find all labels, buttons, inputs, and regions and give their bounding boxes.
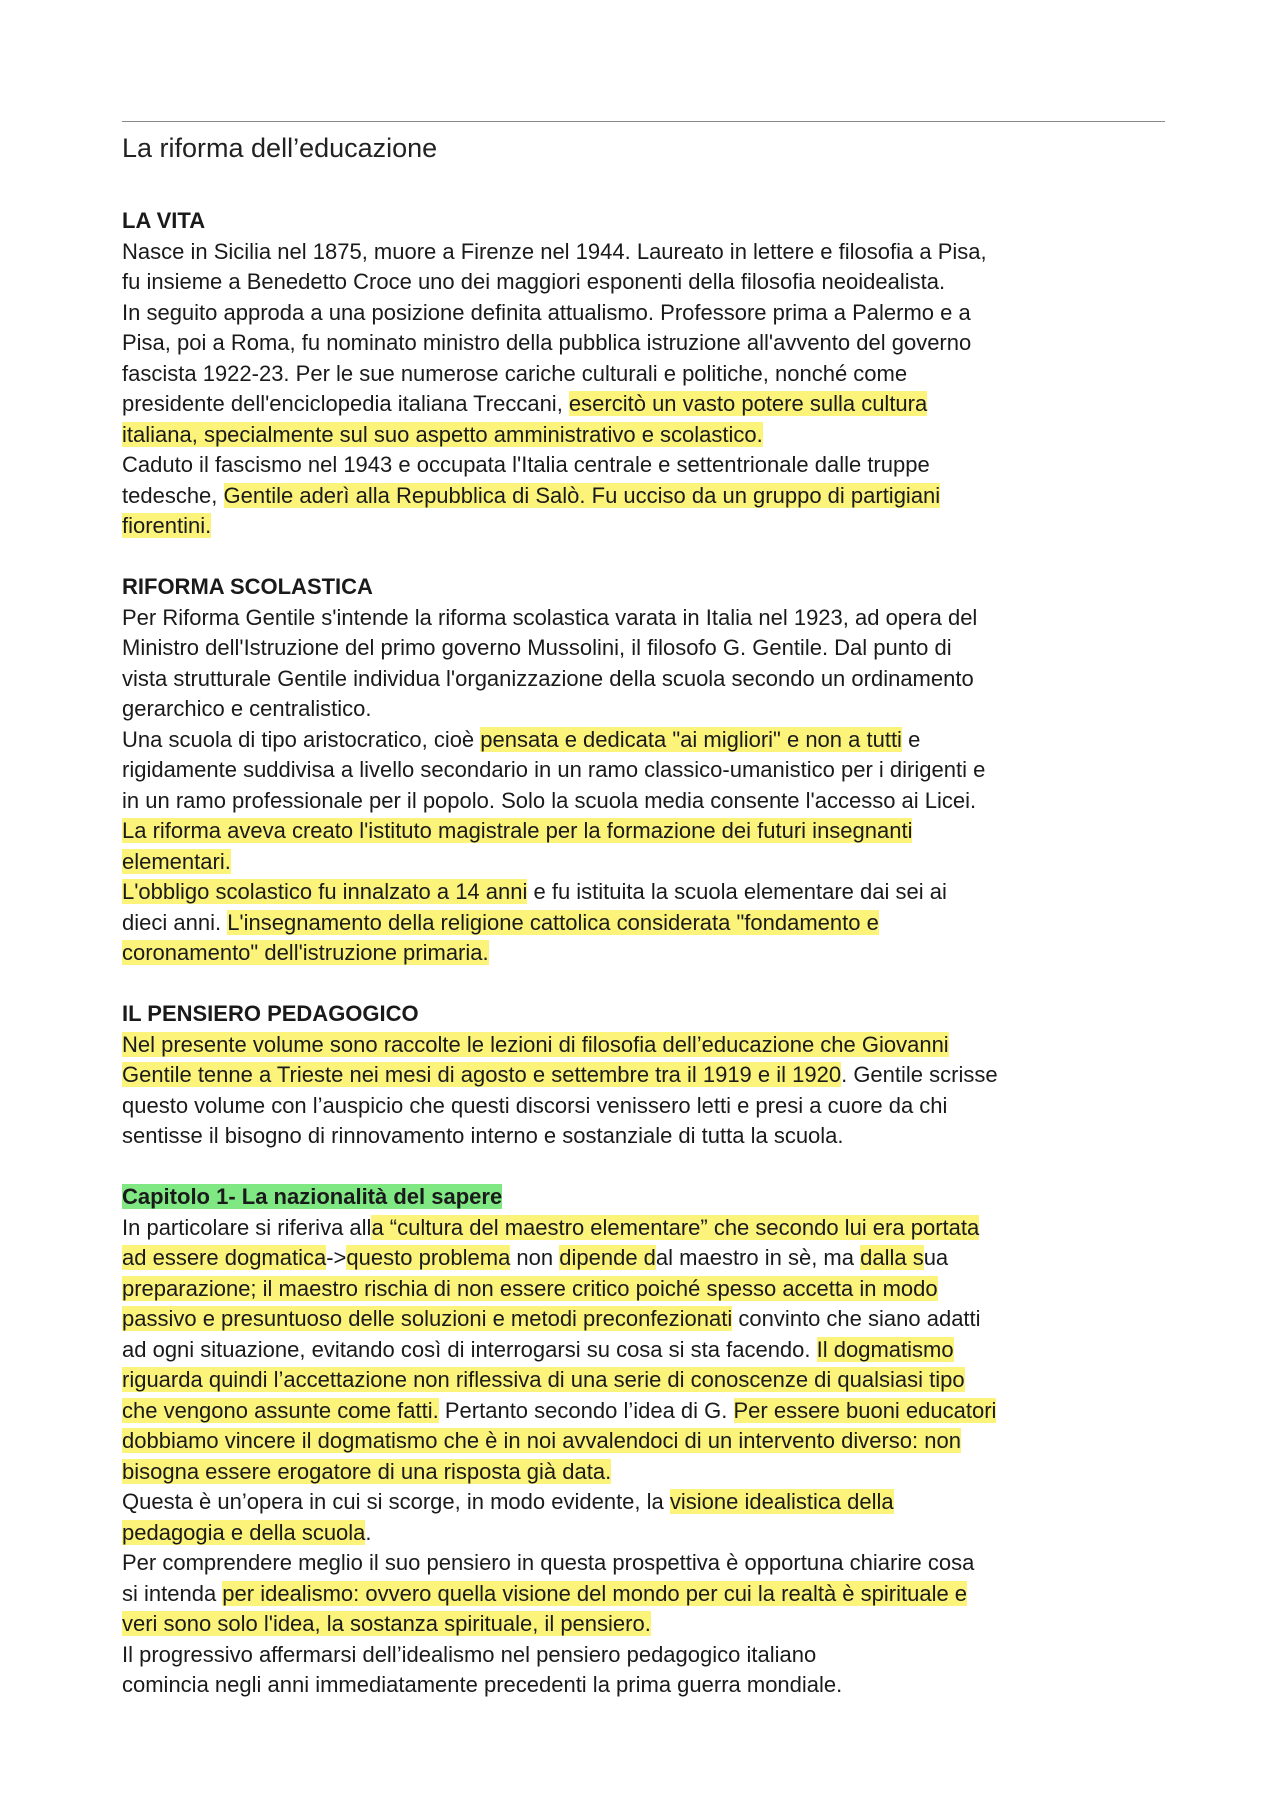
text-line [122,1243,1182,1274]
text-segment: al maestro in sè, ma [655,1245,861,1270]
text-line [122,1548,1182,1579]
text-line [122,847,1182,878]
text-segment: in un ramo professionale per il popolo. Solo la scuola media consente l'accesso ai Licei. [122,787,977,813]
text-segment: Una scuola di tipo aristocratico, cioè [122,726,481,752]
document-title: La riforma dell’educazione [122,133,438,163]
text-segment: fascista 1922-23. Per le sue numerose cariche culturali e politiche, nonché come [122,360,908,386]
highlighted-text: visione idealistica della [669,1489,894,1514]
text-segment: fu insieme a Benedetto Croce uno dei maggiori esponenti della filosofia neoidealista. [122,269,946,294]
text-line [122,1030,1182,1061]
text-line [122,1609,1182,1640]
section-spacer [122,542,1182,573]
text-line [122,267,1182,298]
text-line [122,633,1182,664]
highlighted-text: Gentile aderì alla Repubblica di Salò. Fu ucciso da un gruppo di partigiani [223,482,941,508]
section-vita [122,206,1182,542]
section-riforma [122,572,1182,969]
text-line [122,1213,1182,1244]
highlighted-text: elementari. [122,848,231,874]
text-segment: rigidamente suddivisa a livello secondario in un ramo classico-umanistico per i dirigenti e [122,757,986,782]
text-segment: dieci anni. [122,909,228,935]
text-segment: Caduto il fascismo nel 1943 e occupata l'Italia centrale e settentrionale dalle truppe [122,452,930,477]
text-segment: Nasce in Sicilia nel 1875, muore a Firenze nel 1944. Laureato in lettere e filosofia a Pisa, [122,238,987,264]
section-heading-text: IL PENSIERO PEDAGOGICO [122,1001,419,1026]
text-line [122,298,1182,329]
highlighted-text: La riforma aveva creato l'istituto magistrale per la formazione dei futuri insegnanti [122,818,913,843]
text-line [122,1121,1182,1152]
section-spacer [122,969,1182,1000]
text-segment: . Gentile scrisse [841,1062,998,1087]
text-segment: Pertanto secondo l’idea di G. [438,1397,734,1423]
text-line [122,603,1182,634]
text-line [122,1335,1182,1366]
text-line [122,328,1182,359]
highlighted-text: questo problema [346,1245,511,1270]
text-segment: tedesche, [122,482,224,508]
section-pensiero [122,999,1182,1152]
text-line [122,1670,1182,1701]
section-heading [122,999,1182,1030]
highlighted-text: veri sono solo l'idea, la sostanza spirituale, il pensiero. [122,1611,651,1636]
text-line [122,816,1182,847]
text-line [122,1304,1182,1335]
text-segment: sentisse il bisogno di rinnovamento interno e sostanziale di tutta la scuola. [122,1123,844,1148]
highlighted-text: esercitò un vasto potere sulla cultura [568,391,928,416]
text-line [122,1457,1182,1488]
header-rule [122,121,1165,122]
section-heading [122,206,1182,237]
section-heading [122,572,1182,603]
highlighted-text: Gentile tenne a Trieste nei mesi di agosto e settembre tra il 1919 e il 1920 [122,1062,842,1087]
text-segment: ad ogni situazione, evitando così di interrogarsi su cosa si sta facendo. [122,1336,817,1362]
highlighted-text: dalla s [860,1245,924,1270]
text-segment: convinto che siano adatti [732,1306,981,1331]
highlighted-text: Nel presente volume sono raccolte le lezioni di filosofia dell’educazione che Giovanni [122,1031,949,1057]
text-line [122,1396,1182,1427]
text-line [122,1518,1182,1549]
text-segment: Per Riforma Gentile s'intende la riforma scolastica varata in Italia nel 1923, ad opera del [122,604,978,630]
text-line [122,1274,1182,1305]
text-segment: gerarchico e centralistico. [122,696,372,721]
text-line [122,359,1182,390]
text-line [122,725,1182,756]
highlighted-text: ad essere dogmatica [122,1245,327,1270]
section-heading-text: RIFORMA SCOLASTICA [122,574,373,599]
text-segment: In seguito approda a una posizione definita attualismo. Professore prima a Palermo e a [122,299,971,325]
text-line [122,755,1182,786]
section-heading [122,1182,1182,1213]
section-spacer [122,1152,1182,1183]
highlighted-text: italiana, specialmente sul suo aspetto amministrativo e scolastico. [122,421,763,447]
text-segment: non [510,1245,560,1270]
highlighted-text: che vengono assunte come fatti. [122,1397,439,1423]
text-segment: e fu istituita la scuola elementare dai sei ai [527,879,947,904]
highlighted-text: dobbiamo vincere il dogmatismo che è in noi avvalendoci di un intervento diverso: non [122,1428,961,1453]
section-heading-text: LA VITA [122,208,206,233]
highlighted-text: Per essere buoni educatori [733,1397,997,1423]
highlighted-text: a “cultura del maestro elementare” che secondo lui era portata [371,1214,980,1240]
text-line [122,1060,1182,1091]
text-segment: Il progressivo affermarsi dell’idealismo nel pensiero pedagogico italiano [122,1641,817,1667]
text-line [122,1426,1182,1457]
text-segment: questo volume con l’auspicio che questi discorsi venissero letti e presi a cuore da chi [122,1092,948,1118]
text-line [122,389,1182,420]
highlighted-text: fiorentini. [122,513,212,538]
highlighted-text: L'insegnamento della religione cattolica considerata "fondamento e [227,909,879,935]
text-segment: In particolare si riferiva all [122,1214,372,1240]
highlighted-text: L'obbligo scolastico fu innalzato a 14 anni [122,879,528,904]
highlighted-text: bisogna essere erogatore di una risposta già data. [122,1458,612,1484]
text-line [122,786,1182,817]
text-segment: presidente dell'enciclopedia italiana Treccani, [122,391,569,416]
text-segment: e [901,726,921,752]
text-line [122,420,1182,451]
highlighted-text: pedagogia e della scuola [122,1519,366,1545]
highlighted-text: pensata e dedicata "ai migliori" e non a tutti [480,726,902,752]
text-segment: ua [923,1245,949,1270]
text-segment: . [365,1519,372,1545]
text-line [122,237,1182,268]
document-body [122,206,1182,1701]
text-line [122,694,1182,725]
text-line [122,1091,1182,1122]
text-line [122,481,1182,512]
highlighted-text: riguarda quindi l’accettazione non riflessiva di una serie di conoscenze di qualsiasi tipo [122,1367,965,1392]
highlighted-text: preparazione; il maestro rischia di non essere critico poiché spesso accetta in modo [122,1275,938,1301]
text-segment: Ministro dell'Istruzione del primo governo Mussolini, il filosofo G. Gentile. Dal punto di [122,635,952,660]
highlighted-text: dipende d [559,1245,656,1270]
highlighted-text: Il dogmatismo [816,1336,954,1362]
text-line [122,1640,1182,1671]
highlighted-text: per idealismo: ovvero quella visione del mondo per cui la realtà è spirituale e [222,1580,968,1606]
text-segment: Pisa, poi a Roma, fu nominato ministro della pubblica istruzione all'avvento del governo [122,330,972,355]
text-segment: vista strutturale Gentile individua l'organizzazione della scuola secondo un ordinamento [122,665,974,691]
highlighted-text: coronamento" dell'istruzione primaria. [122,940,489,965]
text-line [122,938,1182,969]
text-segment: Questa è un’opera in cui si scorge, in modo evidente, la [122,1489,670,1514]
section-heading-text: Capitolo 1- La nazionalità del sapere [122,1184,503,1209]
text-line [122,1579,1182,1610]
text-line [122,877,1182,908]
text-segment: comincia negli anni immediatamente precedenti la prima guerra mondiale. [122,1672,843,1697]
text-line [122,1487,1182,1518]
section-capitolo1 [122,1182,1182,1701]
text-line [122,511,1182,542]
text-segment: -> [326,1245,347,1270]
text-line [122,1365,1182,1396]
text-segment: si intenda [122,1580,223,1606]
text-line [122,908,1182,939]
text-segment: Per comprendere meglio il suo pensiero in questa prospettiva è opportuna chiarire cosa [122,1550,975,1575]
text-line [122,664,1182,695]
text-line [122,450,1182,481]
highlighted-text: passivo e presuntuoso delle soluzioni e metodi preconfezionati [122,1306,733,1331]
